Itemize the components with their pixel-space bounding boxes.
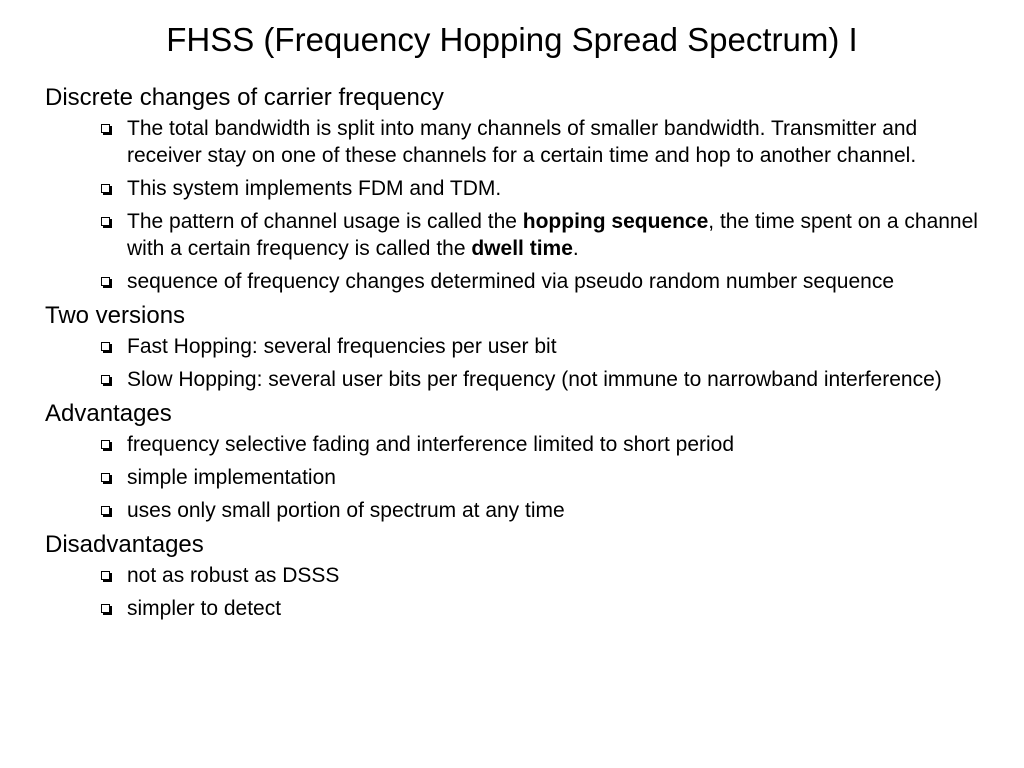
section-heading: Discrete changes of carrier frequency xyxy=(45,84,444,111)
bold-term: hopping sequence xyxy=(522,210,709,233)
section-heading: Disadvantages xyxy=(45,531,204,558)
bullet-text: , the time spent on a channel with a certain frequency is called the xyxy=(127,210,978,260)
section-heading: Advantages xyxy=(45,400,172,427)
hollow-square-bullet-icon xyxy=(101,473,110,482)
bullet-item xyxy=(45,333,995,360)
section xyxy=(45,399,995,524)
bullet-item xyxy=(45,464,995,491)
section xyxy=(45,301,995,393)
bullet-item xyxy=(45,268,995,295)
slide-title: FHSS (Frequency Hopping Spread Spectrum) I xyxy=(166,21,858,58)
hollow-square-bullet-icon xyxy=(101,375,110,384)
bullet-text: uses only small portion of spectrum at any time xyxy=(127,499,565,522)
bullet-text: This system implements FDM and TDM. xyxy=(127,177,502,200)
bullet-list xyxy=(45,431,995,524)
bullet-item xyxy=(45,366,995,393)
bullet-text: frequency selective fading and interference limited to short period xyxy=(127,433,735,456)
bullet-text: . xyxy=(572,237,579,260)
bullet-item xyxy=(45,175,995,202)
hollow-square-bullet-icon xyxy=(101,342,110,351)
bullet-list xyxy=(45,333,995,393)
bullet-item xyxy=(45,208,995,262)
hollow-square-bullet-icon xyxy=(101,124,110,133)
hollow-square-bullet-icon xyxy=(101,184,110,193)
hollow-square-bullet-icon xyxy=(101,604,110,613)
hollow-square-bullet-icon xyxy=(101,277,110,286)
hollow-square-bullet-icon xyxy=(101,506,110,515)
bullet-text: sequence of frequency changes determined via pseudo random number sequence xyxy=(127,270,895,293)
hollow-square-bullet-icon xyxy=(101,217,110,226)
bullet-item xyxy=(45,595,995,622)
bullet-text: not as robust as DSSS xyxy=(127,564,340,587)
bullet-list xyxy=(45,115,995,295)
bold-term: dwell time xyxy=(471,237,573,260)
bullet-text: Slow Hopping: several user bits per frequency (not immune to narrowband interference) xyxy=(127,368,942,391)
bullet-text: The total bandwidth is split into many channels of smaller bandwidth. Transmitter and receiver stay on one of these channels for a certain time and hop to another channel. xyxy=(127,117,918,167)
section xyxy=(45,83,995,295)
slide-content xyxy=(45,83,995,628)
bullet-item xyxy=(45,497,995,524)
section xyxy=(45,530,995,622)
section-heading: Two versions xyxy=(45,302,186,329)
bullet-list xyxy=(45,562,995,622)
hollow-square-bullet-icon xyxy=(101,571,110,580)
bullet-text: The pattern of channel usage is called the xyxy=(127,210,523,233)
bullet-text: Fast Hopping: several frequencies per user bit xyxy=(127,335,557,358)
hollow-square-bullet-icon xyxy=(101,440,110,449)
bullet-text: simple implementation xyxy=(127,466,336,489)
bullet-text: simpler to detect xyxy=(127,597,282,620)
bullet-item xyxy=(45,562,995,589)
bullet-item xyxy=(45,431,995,458)
bullet-item xyxy=(45,115,995,169)
